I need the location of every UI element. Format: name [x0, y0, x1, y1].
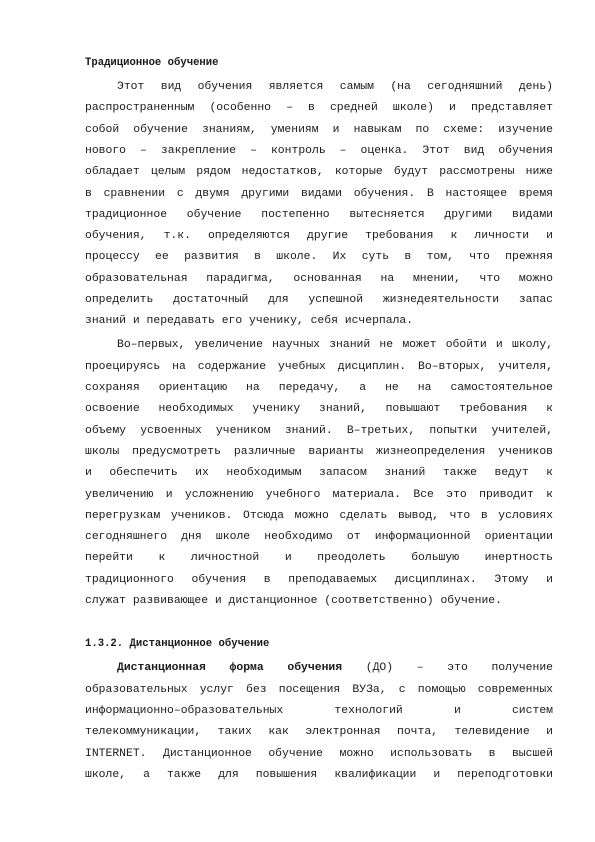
text-line: в сравнении с двумя другими видами обучения. В настоящее время [85, 188, 553, 200]
text-line: сохраняя ориентацию на передачу, а не на самостоятельное [85, 382, 553, 394]
text-line: обучения, т.к. определяются другие требования к личности и [85, 230, 553, 242]
text-line: INTERNET. Дистанционное обучение можно использовать в высшей [85, 748, 553, 760]
section-heading-distance: 1.3.2. Дистанционное обучение [85, 638, 270, 650]
text-line: проецируясь на содержание учебных дисциплин. Во–вторых, учителя, [85, 361, 553, 373]
text-line: школы предусмотреть различные варианты жизнеопределения учеников [85, 446, 553, 458]
text-line: определить достаточный для успешной жизнедеятельности запас [85, 294, 553, 306]
text-line: традиционное обучение постепенно вытесняется другими видами [85, 209, 553, 221]
text-line: освоение необходимых ученику знаний, повышают требования к [85, 403, 553, 415]
text-line: перегрузкам учеников. Отсюда можно сделать вывод, что в условиях [85, 510, 553, 522]
text-line: Во–первых, увеличение научных знаний не может обойти и школу, [117, 339, 553, 351]
text-line: знаний и передавать его ученику, себя исчерпала. [85, 315, 414, 327]
text-line: перейти к личностной и преодолеть большую инертность [85, 552, 553, 564]
text-line: и обеспечить их необходимым запасом знаний также ведут к [85, 467, 553, 479]
text-line: информационно–образовательных технологий и систем [85, 705, 553, 717]
text-line: служат развивающее и дистанционное (соответственно) обучение. [85, 595, 502, 607]
term-definition-start: (ДО) – это получение [365, 662, 553, 674]
text-line: собой обучение знаниям, умениям и навыкам по схеме: изучение [85, 124, 553, 136]
text-line: телекоммуникации, таких как электронная почта, телевидение и [85, 726, 553, 738]
text-line-first [117, 661, 553, 675]
text-line: процессу ее развития в школе. Их суть в том, что прежняя [85, 251, 553, 263]
text-line: увеличению и усложнению учебного материала. Все это приводит к [85, 489, 553, 501]
text-line: образовательных услуг без посещения ВУЗа, с помощью современных [85, 684, 553, 696]
text-line: традиционного обучения в преподаваемых дисциплинах. Этому и [85, 574, 553, 586]
term-distance-learning: Дистанционная форма обучения [117, 662, 343, 674]
text-line: сегодняшнего дня школе необходимо от информационной ориентации [85, 531, 553, 543]
text-line: школе, а также для повышения квалификации и переподготовки [85, 769, 553, 781]
text-line: Этот вид обучения является самым (на сегодняшний день) [117, 81, 553, 93]
text-line: распространенным (особенно – в средней школе) и представляет [85, 102, 553, 114]
text-line: нового – закрепление – контроль – оценка. Этот вид обучения [85, 145, 553, 157]
text-line: объему усвоенных учеником знаний. В–третьих, попытки учителей, [85, 425, 553, 437]
section-heading-traditional: Традиционное обучение [85, 57, 219, 69]
text-line: обладает целым рядом недостатков, которые будут рассмотрены ниже [85, 166, 553, 178]
text-line: образовательная парадигма, основанная на мнении, что можно [85, 273, 553, 285]
